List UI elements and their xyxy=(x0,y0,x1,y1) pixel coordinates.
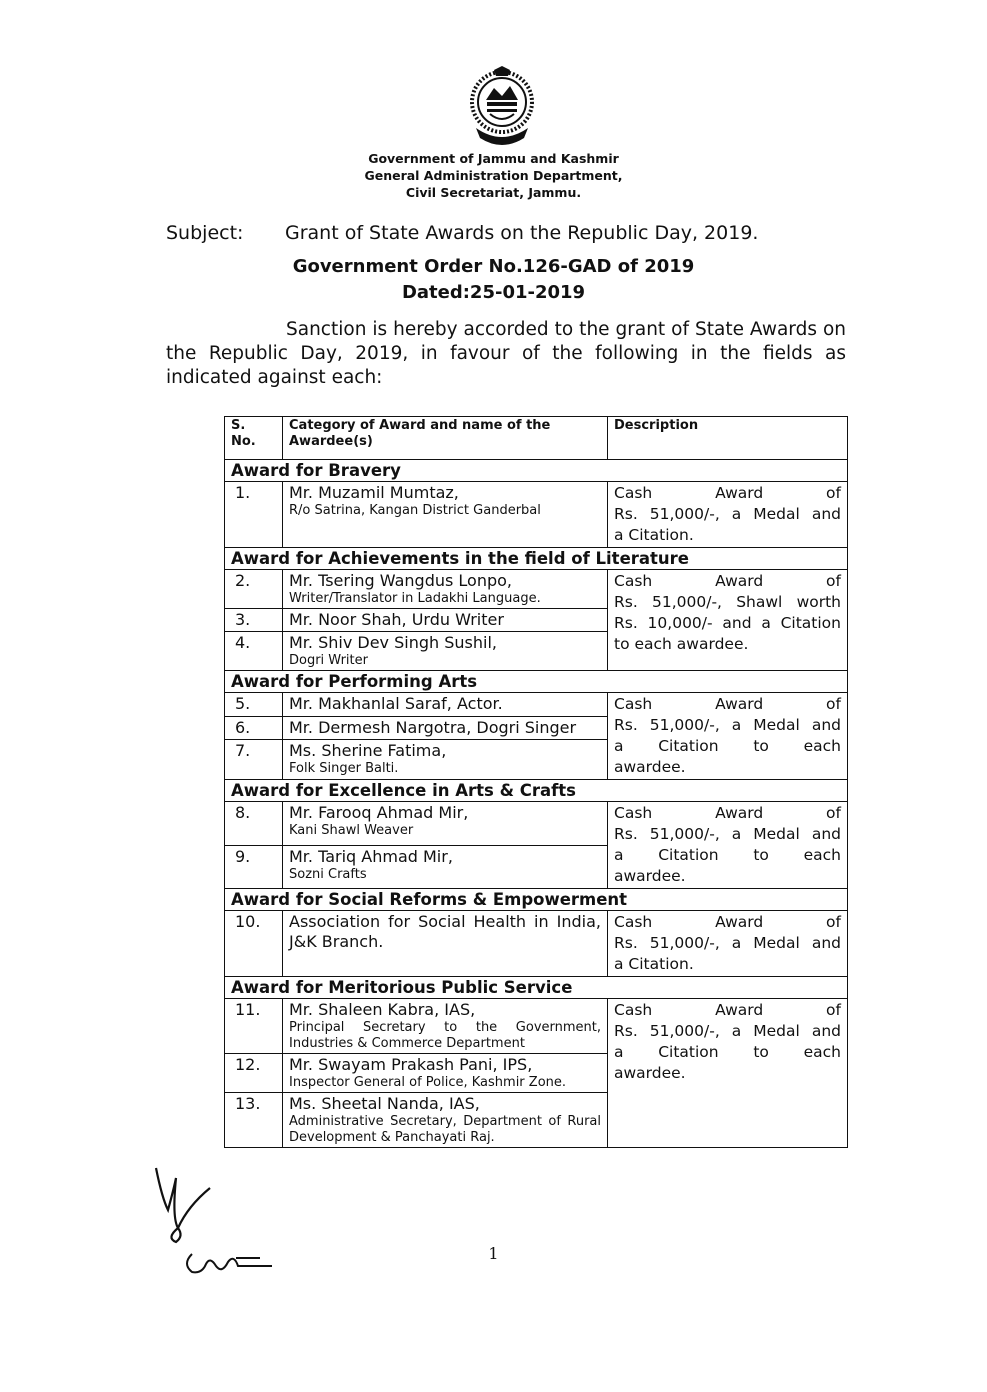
awardee-detail: Dogri Writer xyxy=(289,653,368,668)
section-row xyxy=(225,548,848,570)
awardee-name: Mr. Dermesh Nargotra, Dogri Singer xyxy=(289,717,577,737)
table-row xyxy=(225,693,848,717)
award-description xyxy=(608,482,848,548)
description-line: awardee. xyxy=(614,1064,686,1082)
award-description xyxy=(608,999,848,1148)
section-row xyxy=(225,977,848,999)
description-line: a Citation. xyxy=(614,955,694,973)
award-description xyxy=(608,911,848,977)
section-title: Award for Social Reforms & Empowerment xyxy=(225,889,848,911)
org-line-1: Government of Jammu and Kashmir xyxy=(368,151,619,166)
description-line: Cash Award of xyxy=(614,572,841,590)
awardee-detail: Administrative Secretary, Department of Rural Development & Panchayati Raj. xyxy=(289,1114,601,1145)
org-line-3: Civil Secretariat, Jammu. xyxy=(405,185,582,200)
awardee-name: Mr. Makhanlal Saraf, Actor. xyxy=(289,694,503,713)
awardee-cell xyxy=(283,1093,608,1148)
serial-number: 1. xyxy=(225,482,283,548)
serial-number: 7. xyxy=(225,740,283,780)
awardee-detail: Inspector General of Police, Kashmir Zone. xyxy=(289,1075,567,1090)
awardee-cell xyxy=(283,716,608,740)
description-line: a Citation to each xyxy=(614,1043,841,1061)
description-line: a Citation to each xyxy=(614,846,841,864)
intro-text: Sanction is hereby accorded to the grant of State Awards on the Republic Day, 2019, in favour of the following in the fields as indicated against each: xyxy=(166,319,846,388)
description-line: Cash Award of xyxy=(614,1001,841,1019)
org-line-2: General Administration Department, xyxy=(364,168,623,183)
description-line: Rs. 51,000/-, a Medal and xyxy=(614,505,841,523)
awardee-cell xyxy=(283,740,608,780)
awardee-detail: Kani Shawl Weaver xyxy=(289,823,414,838)
awards-table xyxy=(224,416,848,1148)
section-title: Award for Bravery xyxy=(225,460,848,482)
award-description xyxy=(608,802,848,889)
header-category: Category of Award and name of the Awardee(s) xyxy=(283,417,608,460)
serial-number: 10. xyxy=(225,911,283,977)
description-line: awardee. xyxy=(614,758,686,776)
awardee-name: Ms. Sherine Fatima, xyxy=(289,741,447,761)
description-line: Rs. 51,000/-, Shawl worth xyxy=(614,593,841,611)
awardee-name: Mr. Farooq Ahmad Mir, xyxy=(289,803,469,822)
section-title: Award for Meritorious Public Service xyxy=(225,977,848,999)
intro-paragraph xyxy=(166,318,846,390)
award-description xyxy=(608,570,848,671)
section-row xyxy=(225,889,848,911)
section-row xyxy=(225,671,848,693)
awardee-name: Mr. Muzamil Mumtaz, xyxy=(289,483,459,502)
description-line: Cash Award of xyxy=(614,695,841,713)
serial-number: 8. xyxy=(225,802,283,846)
description-line: Rs. 51,000/-, a Medal and xyxy=(614,1022,841,1040)
awardee-name: Ms. Sheetal Nanda, IAS, xyxy=(289,1094,480,1113)
awardee-cell xyxy=(283,609,608,632)
header-sno: S. No. xyxy=(225,417,283,460)
table-row xyxy=(225,802,848,846)
awardee-detail: Writer/Translator in Ladakhi Language. xyxy=(289,591,541,606)
serial-number: 6. xyxy=(225,716,283,740)
section-row xyxy=(225,780,848,802)
awardee-cell xyxy=(283,845,608,889)
awardee-name: Mr. Shaleen Kabra, IAS, xyxy=(289,1000,476,1019)
description-line: Rs. 51,000/-, a Medal and xyxy=(614,825,841,843)
serial-number: 5. xyxy=(225,693,283,717)
subject-text: Grant of State Awards on the Republic Day, 2019. xyxy=(285,222,759,244)
description-line: a Citation. xyxy=(614,526,694,544)
awardee-name: Mr. Shiv Dev Singh Sushil, xyxy=(289,633,497,652)
subject-label: Subject: xyxy=(166,222,244,244)
award-description xyxy=(608,693,848,780)
awardee-detail: Sozni Crafts xyxy=(289,866,367,882)
description-line: Rs. 51,000/-, a Medal and xyxy=(614,716,841,734)
serial-number: 3. xyxy=(225,609,283,632)
serial-number: 4. xyxy=(225,632,283,671)
awardee-cell xyxy=(283,482,608,548)
table-row xyxy=(225,999,848,1054)
serial-number: 2. xyxy=(225,570,283,609)
page-number: 1 xyxy=(488,1244,499,1263)
table-header-row xyxy=(225,417,848,460)
awardee-cell xyxy=(283,802,608,846)
serial-number: 13. xyxy=(225,1093,283,1148)
table-row xyxy=(225,570,848,609)
description-line: Cash Award of xyxy=(614,913,841,931)
awardee-name: Mr. Tariq Ahmad Mir, xyxy=(289,846,453,866)
description-line: Rs. 10,000/- and a Citation xyxy=(614,614,841,632)
awardee-name: Mr. Tsering Wangdus Lonpo, xyxy=(289,571,513,590)
awardee-name: Mr. Noor Shah, Urdu Writer xyxy=(289,610,504,629)
section-title: Award for Achievements in the field of Literature xyxy=(225,548,848,570)
awardee-detail: Principal Secretary to the Government, Industries & Commerce Department xyxy=(289,1020,601,1051)
serial-number: 11. xyxy=(225,999,283,1054)
serial-number: 12. xyxy=(225,1054,283,1093)
awardee-name: Association for Social Health in India, J&K Branch. xyxy=(289,912,601,951)
order-date: Dated:25-01-2019 xyxy=(401,282,586,303)
awardee-cell xyxy=(283,570,608,609)
state-emblem-icon xyxy=(468,66,536,150)
signature-mark-1 xyxy=(148,1158,218,1248)
order-number: Government Order No.126-GAD of 2019 xyxy=(292,256,695,277)
section-title: Award for Excellence in Arts & Crafts xyxy=(225,780,848,802)
awardee-detail: Folk Singer Balti. xyxy=(289,761,399,777)
serial-number: 9. xyxy=(225,845,283,889)
table-row xyxy=(225,482,848,548)
description-line: awardee. xyxy=(614,867,686,885)
awardee-cell xyxy=(283,1054,608,1093)
issuing-authority xyxy=(0,150,987,201)
awardee-cell xyxy=(283,632,608,671)
awardee-detail: R/o Satrina, Kangan District Ganderbal xyxy=(289,503,541,518)
header-description: Description xyxy=(608,417,848,460)
description-line: Cash Award of xyxy=(614,804,841,822)
description-line: to each awardee. xyxy=(614,635,749,653)
section-row xyxy=(225,460,848,482)
awardee-cell xyxy=(283,999,608,1054)
awardee-cell xyxy=(283,693,608,717)
description-line: Cash Award of xyxy=(614,484,841,502)
section-title: Award for Performing Arts xyxy=(225,671,848,693)
table-row xyxy=(225,911,848,977)
description-line: Rs. 51,000/-, a Medal and xyxy=(614,934,841,952)
description-line: a Citation to each xyxy=(614,737,841,755)
awardee-cell xyxy=(283,911,608,977)
awardee-name: Mr. Swayam Prakash Pani, IPS, xyxy=(289,1055,533,1074)
